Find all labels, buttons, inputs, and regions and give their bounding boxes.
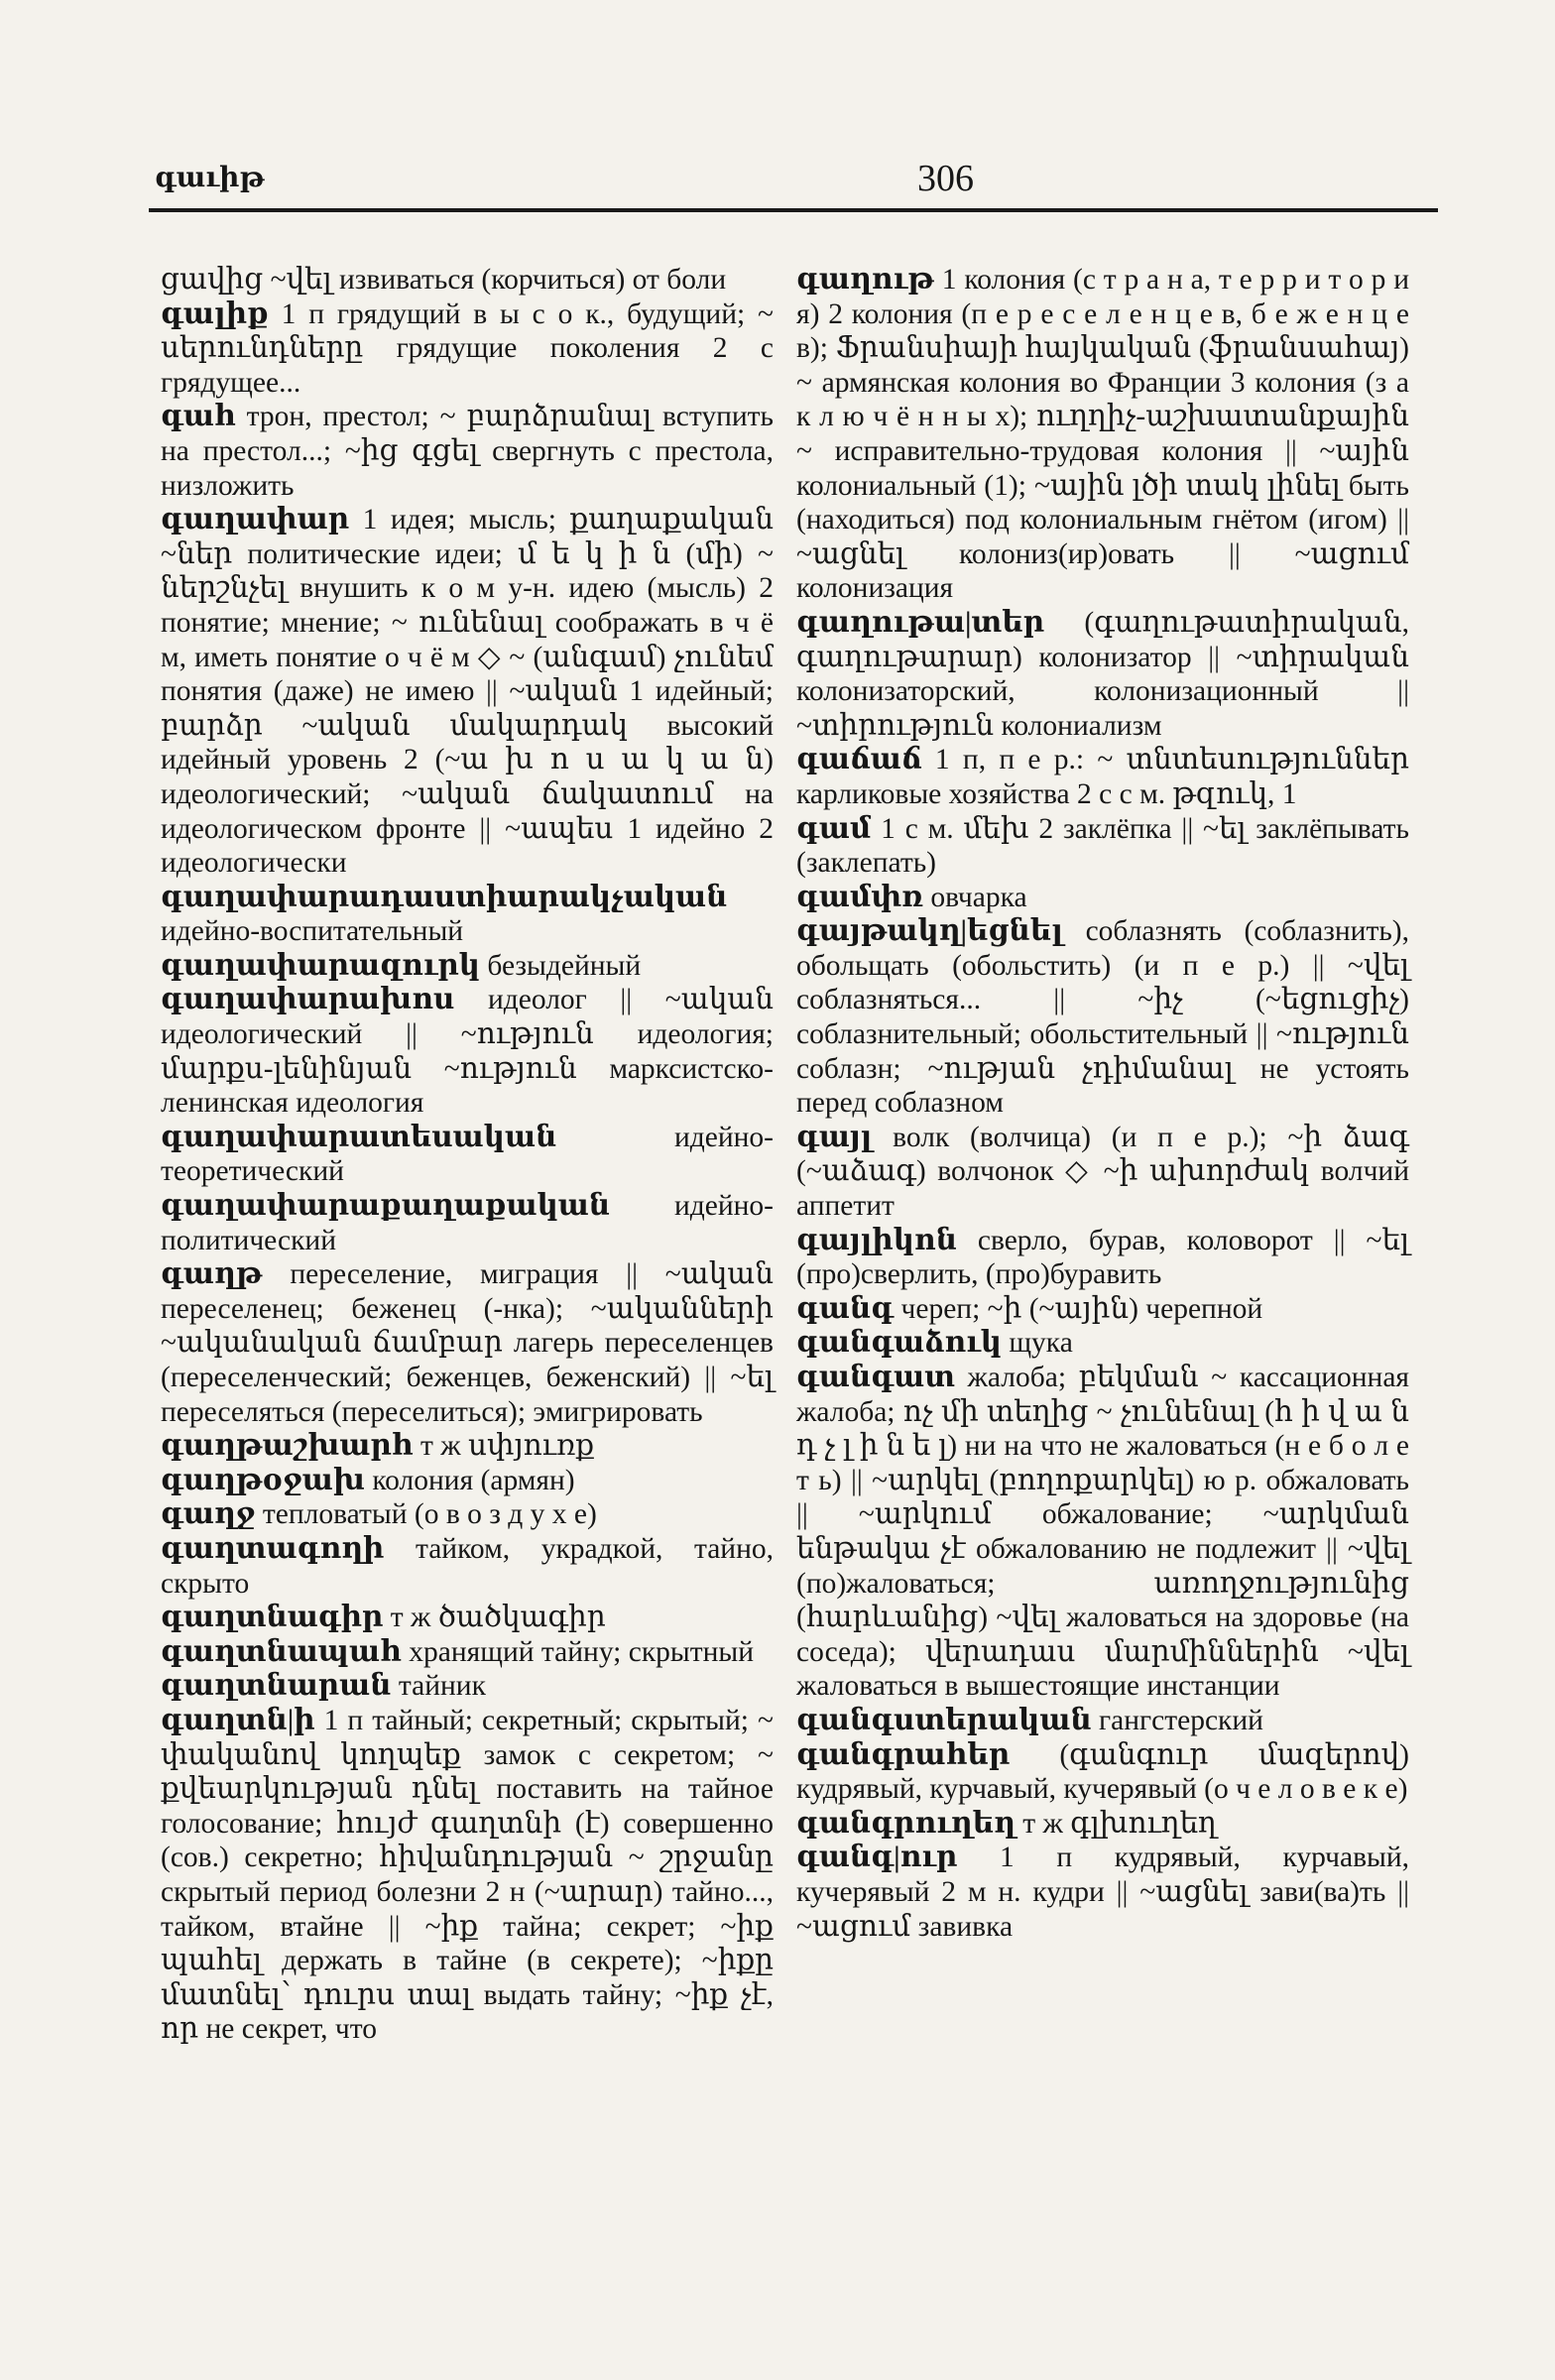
entry-headword: գանգատ xyxy=(796,1362,955,1393)
entry-definition: хранящий тайну; скрытный xyxy=(401,1635,755,1668)
entry-headword: գաղութ xyxy=(796,264,934,296)
entry-headword: գահ xyxy=(161,401,236,433)
entry-definition: 1 п кудрявый, курчавый, кучерявый 2 м н. кудри || ~ացնել зави(ва)ть || ~ացում завивка xyxy=(796,1842,1409,1943)
dictionary-entry xyxy=(796,1121,1409,1224)
entry-headword: գաղջ xyxy=(161,1498,256,1531)
entry-definition: переселение, миграция || ~ական переселенец; беженец (-нка); ~ականների ~ականական ճամբար лагерь переселенцев (переселенческий; беженцев, беженский) || ~ել переселяться (переселиться); эмигрировать xyxy=(161,1258,774,1428)
dictionary-entry xyxy=(161,1257,774,1429)
entry-headword: գաճաճ xyxy=(796,744,922,776)
dictionary-entry xyxy=(161,1704,774,2047)
entry-definition: ցավից ~վել извиваться (корчиться) от боли xyxy=(161,264,727,296)
dictionary-entry xyxy=(796,606,1409,743)
dictionary-entry xyxy=(796,263,1409,606)
entry-definition: жалоба; բեկման ~ кассационная жалоба; ոչ մի տեղից ~ չունենալ (հ ի վ ա ն դ չ լ ի ն ե լ) ни на что не жаловаться (н е б о л е т ь) || ~արկել (բողոքարկել) ю р. обжаловать || ~արկում обжалование; ~արկման ենթակա չէ обжалованию не подлежит || ~վել (по)жаловаться; առողջությունից (հարևանից) ~վել жаловаться на здоровье (на соседа); վերադաս մարմիններին ~վել жаловаться в вышестоящие инстанции xyxy=(796,1362,1409,1703)
entry-headword: գանգրահեր xyxy=(796,1738,1011,1771)
entry-definition: т ж գլխուղեղ xyxy=(1015,1807,1217,1840)
entry-headword: գանգստերական xyxy=(796,1704,1092,1736)
entry-definition: трон, престол; ~ բարձրանալ вступить на престол...; ~ից գցել свергнуть с престола, низложить xyxy=(161,401,774,502)
dictionary-entry xyxy=(161,949,774,984)
left-column xyxy=(161,263,774,2047)
entry-definition: сверло, бурав, коловорот || ~ել (про)сверлить, (про)буравить xyxy=(796,1224,1409,1291)
entry-definition: 1 п грядущий в ы с о к., будущий; ~ սերունդները грядущие поколения 2 с грядущее... xyxy=(161,298,774,399)
entry-definition: т ж ծածկագիր xyxy=(383,1602,606,1634)
entry-definition: 1 с м. մեխ 2 заклёпка || ~ել заклёпывать (заклепать) xyxy=(796,812,1409,880)
entry-headword: գաղթօջախ xyxy=(161,1464,365,1496)
entry-definition: идеолог || ~ական идеологический || ~ություն идеология; մարքս-լենինյան ~ություն марксистско-ленинская идеология xyxy=(161,984,774,1120)
header-rule xyxy=(149,208,1438,212)
entry-headword: գաղափար xyxy=(161,504,350,536)
dictionary-entry xyxy=(796,914,1409,1121)
entry-definition: тепловатый (о в о з д у х е) xyxy=(255,1498,597,1531)
entry-headword: գայթակղ|եցնել xyxy=(796,915,1064,948)
entry-headword: գաղթ xyxy=(161,1258,263,1291)
entry-definition: тайком, украдкой, тайно, скрыто xyxy=(161,1532,774,1600)
dictionary-entry xyxy=(796,1841,1409,1944)
entry-headword: գաղափարատեսական xyxy=(161,1121,557,1153)
entry-definition: гангстерский xyxy=(1091,1704,1263,1736)
page-header xyxy=(149,157,1428,199)
dictionary-entry xyxy=(796,1738,1409,1807)
dictionary-entry xyxy=(161,1429,774,1464)
dictionary-entry xyxy=(161,1121,774,1189)
entry-definition: 1 п, п е р.: ~ տնտեսություններ карликовые хозяйства 2 с с м. թզուկ, 1 xyxy=(796,744,1409,810)
dictionary-entry xyxy=(796,1361,1409,1704)
entry-definition: соблазнять (соблазнить), обольщать (обольстить) (и п е р.) || ~վել соблазняться... || ~իչ (~եցուցիչ) соблазнительный; обольстительный || ~ություն соблазн; ~ության չդիմանալ не устоять перед соблазном xyxy=(796,915,1409,1120)
entry-headword: գաղթաշխարհ xyxy=(161,1430,414,1463)
dictionary-entry xyxy=(161,1497,774,1532)
entry-definition: безыдейный xyxy=(479,949,642,982)
entry-headword: գաղտն|ի xyxy=(161,1704,315,1736)
entry-headword: գամ xyxy=(796,812,872,845)
entry-headword: գանգ xyxy=(796,1292,895,1325)
entry-definition: идейно-политический xyxy=(161,1190,774,1256)
entry-headword: գաղտնագիր xyxy=(161,1602,384,1634)
dictionary-entry xyxy=(161,1601,774,1635)
dictionary-entry xyxy=(796,1704,1409,1738)
dictionary-entry xyxy=(796,1224,1409,1292)
entry-headword: գաղտնարան xyxy=(161,1670,392,1703)
entry-definition: овчарка xyxy=(922,881,1027,913)
entry-definition: (գանգուր մազերով) кудрявый, курчавый, кучерявый (о ч е л о в е к е) xyxy=(796,1738,1409,1806)
dictionary-entry xyxy=(161,1635,774,1670)
entry-headword: գանգ|ուր xyxy=(796,1842,958,1874)
entry-definition: 1 идея; мысль; քաղաքական ~ներ политические идеи; մ ե կ ի ն (մի) ~ ներշնչել внушить к о м у-н. идею (мысль) 2 понятие; мнение; ~ ունենալ соображать в ч ё м, иметь понятие о ч ё м ◇ ~ (անգամ) չունեմ понятия (даже) не имею || ~ական 1 идейный; բարձր ~ական մակարդակ высокий идейный уровень 2 (~ա խ ո ս ա կ ա ն) идеологический; ~ական ճակատում на идеологическом фронте || ~ապես 1 идейно 2 идеологически xyxy=(161,504,774,880)
dictionary-entry xyxy=(161,503,774,881)
entry-definition: (գաղութատիրական, գաղութարար) колонизатор || ~տիրական колонизаторский, колонизационный || ~տիրություն колониализм xyxy=(796,606,1409,742)
dictionary-entry xyxy=(796,1292,1409,1327)
entry-headword: գալիք xyxy=(161,298,269,330)
entry-headword: գաղտագողի xyxy=(161,1532,385,1565)
dictionary-entry xyxy=(161,983,774,1120)
entry-headword: գանգաձուկ xyxy=(796,1327,1002,1360)
dictionary-entry xyxy=(796,812,1409,881)
entry-headword: գաղափարադաստիարակչական xyxy=(161,881,728,913)
page-number: 306 xyxy=(917,158,974,199)
dictionary-entry xyxy=(161,263,774,298)
dictionary-entry xyxy=(796,1326,1409,1361)
entry-definition: колония (армян) xyxy=(364,1464,575,1496)
dictionary-entry xyxy=(796,1807,1409,1842)
dictionary-entry xyxy=(161,1189,774,1257)
right-column xyxy=(796,263,1409,1944)
entry-headword: գաղափարաքաղաքական xyxy=(161,1190,611,1223)
dictionary-entry xyxy=(161,1532,774,1601)
dictionary-entry xyxy=(796,743,1409,811)
dictionary-entry xyxy=(161,1669,774,1704)
entry-definition: щука xyxy=(1001,1327,1073,1360)
entry-definition: 1 колония (с т р а н а, т е р р и т о р и я) 2 колония (п е р е с е л е н ц е в, б е ж е н ц е в); Ֆրանսիայի հայկական (ֆրանսահայ) ~ армянская колония во Франции 3 колония (з а к л ю ч ё н н ы х); ուղղիչ-աշխատանքային ~ исправительно-трудовая колония || ~ային колониальный (1); ~ային լծի տակ լինել быть (находиться) под колониальным гнётом (игом) || ~ացնել колониз(ир)овать || ~ացում колонизация xyxy=(796,264,1409,605)
entry-definition: волк (волчица) (и п е р.); ~ի ձագ (~աձագ) волчонок ◇ ~ի ախորժակ волчий аппетит xyxy=(796,1121,1409,1223)
dictionary-entry xyxy=(161,298,774,401)
dictionary-entry xyxy=(161,400,774,503)
entry-definition: т ж սփյուռք xyxy=(413,1430,595,1463)
dictionary-entry xyxy=(161,1464,774,1498)
running-head-word: գաւիթ xyxy=(155,163,265,193)
entry-headword: գաղտնապահ xyxy=(161,1635,402,1668)
entry-headword: գաղափարախոս xyxy=(161,984,455,1016)
dictionary-entry xyxy=(161,881,774,949)
entry-headword: գանգրուղեղ xyxy=(796,1807,1016,1840)
entry-definition: 1 п тайный; секретный; скрытый; ~ փականով կողպեք замок с секретом; ~ քվեարկության դնել поставить на тайное голосование; հույժ գաղտնի (է) совершенно (сов.) секретно; հիվանդության ~ շրջանը скрытый период болезни 2 н (~արար) тайно..., тайком, втайне || ~իք тайна; секрет; ~իք պահել держать в тайне (в секрете); ~իքը մատնել՝ դուրս տալ выдать тайну; ~իք չէ, որ не секрет, что xyxy=(161,1704,774,2046)
entry-headword: գաղութա|տեր xyxy=(796,606,1045,639)
entry-headword: գաղափարազուրկ xyxy=(161,949,480,982)
entry-definition: идейно-воспитательный xyxy=(161,915,464,948)
entry-definition: череп; ~ի (~ային) черепной xyxy=(894,1292,1263,1325)
entry-definition: тайник xyxy=(391,1670,486,1703)
dictionary-entry xyxy=(796,881,1409,915)
entry-definition: идейно-теоретический xyxy=(161,1121,774,1188)
entry-headword: գամփռ xyxy=(796,881,923,913)
entry-headword: գայլիկոն xyxy=(796,1224,957,1256)
entry-headword: գայլ xyxy=(796,1121,873,1153)
